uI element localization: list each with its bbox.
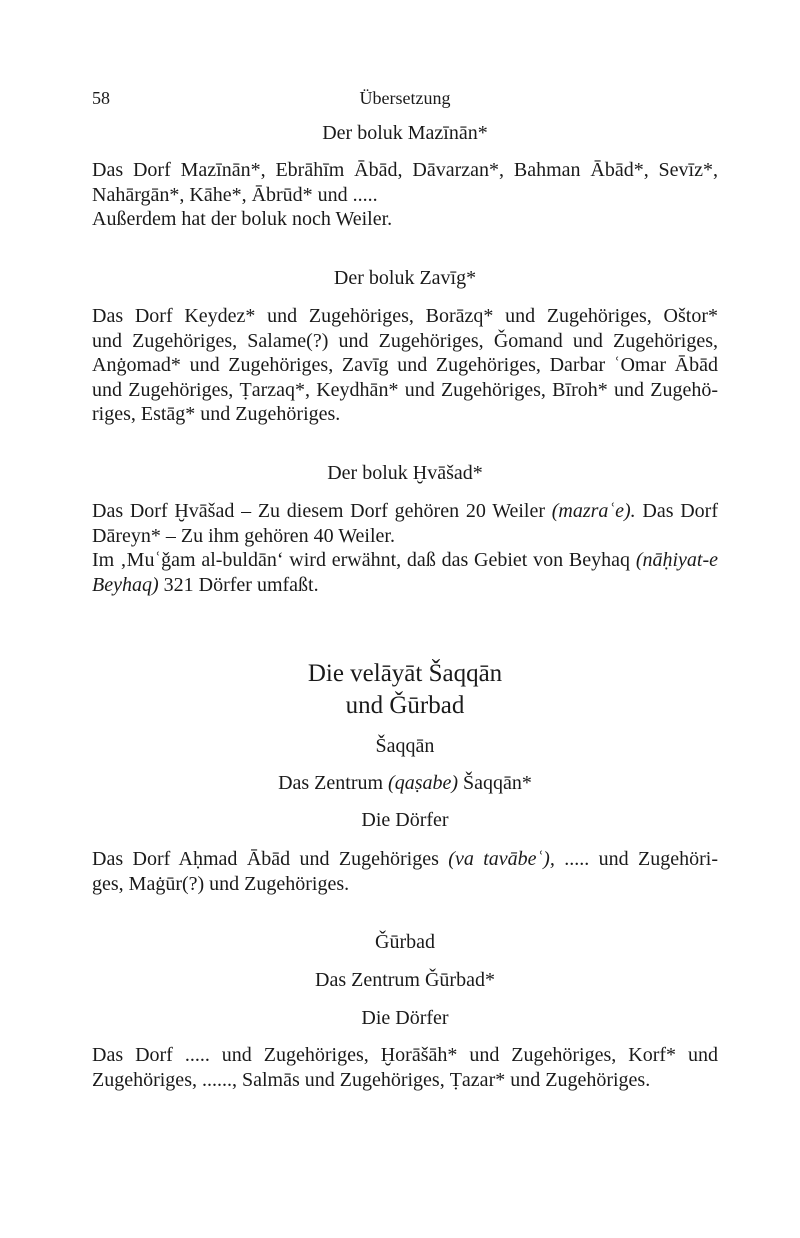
running-head-title: Übersetzung bbox=[359, 88, 451, 108]
text-line bbox=[92, 573, 718, 598]
text-line: Anġomad* und Zugehöriges, Zavīg und Zugehöriges, Darbar ʿOmar Ābād bbox=[92, 354, 718, 376]
text-line: ges, Maġūr(?) und Zugehöriges. bbox=[92, 872, 350, 895]
text-line bbox=[92, 499, 718, 524]
text-line bbox=[92, 847, 718, 872]
chapter-title bbox=[92, 658, 718, 722]
page-number: 58 bbox=[92, 88, 110, 108]
paragraph-gurbad bbox=[92, 1043, 718, 1092]
text-run: ..... und Zugehöri- bbox=[554, 848, 718, 870]
gurbad-villages-heading: Die Dörfer bbox=[361, 1007, 449, 1029]
text-run: 321 Dörfer umfaßt. bbox=[158, 573, 319, 596]
text-line: Zugehöriges, ......, Salmās und Zugehöriges, Ṭazar* und Zugehöriges. bbox=[92, 1068, 651, 1091]
section-heading-hvasad: Der boluk Ḫvāšad* bbox=[327, 462, 483, 484]
italic-term: (va tavābeʿ), bbox=[448, 848, 555, 870]
text-run: Das Zentrum bbox=[278, 772, 389, 794]
text-line: Das Dorf Mazīnān*, Ebrāhīm Ābād, Dāvarzan*, Bahman Ābād*, Sevīz*, bbox=[92, 159, 718, 181]
text-line: Außerdem hat der boluk noch Weiler. bbox=[92, 208, 393, 230]
chapter-title-line: und Ǧūrbad bbox=[345, 692, 465, 719]
text-run: Das Dorf Ḫvāšad – Zu diesem Dorf gehören 20 Weiler bbox=[92, 500, 552, 522]
text-line: Dāreyn* – Zu ihm gehören 40 Weiler. bbox=[92, 524, 395, 547]
text-line: und Zugehöriges, Salame(?) und Zugehöriges, Ǧomand und Zugehöriges, bbox=[92, 329, 718, 352]
text-line: und Zugehöriges, Ṭarzaq*, Keydhān* und Zugehöriges, Bīroh* und Zugehö- bbox=[92, 378, 718, 401]
running-head bbox=[92, 88, 718, 112]
text-line bbox=[92, 548, 718, 573]
section-heading-mazinan: Der boluk Mazīnān* bbox=[322, 122, 488, 144]
paragraph-zavig bbox=[92, 304, 718, 427]
text-line: Nahārgān*, Kāhe*, Ābrūd* und ..... bbox=[92, 183, 378, 206]
italic-term: Beyhaq) bbox=[92, 573, 159, 596]
saqqan-center-line bbox=[92, 772, 718, 795]
italic-term: (nāḥiyat-e bbox=[635, 549, 718, 571]
text-line: Das Dorf ..... und Zugehöriges, Ḫorāšāh* und Zugehöriges, Korf* und bbox=[92, 1044, 718, 1066]
chapter-title-line: Die velāyāt Šaqqān bbox=[307, 660, 503, 687]
gurbad-center-line: Das Zentrum Ǧūrbad* bbox=[315, 969, 495, 991]
section-heading-gurbad: Ǧūrbad bbox=[375, 931, 435, 953]
italic-term: (mazraʿe). bbox=[551, 500, 636, 522]
text-run: Das Dorf Aḥmad Ābād und Zugehöriges bbox=[92, 848, 449, 870]
saqqan-villages-heading: Die Dörfer bbox=[361, 809, 449, 831]
section-heading-saqqan: Šaqqān bbox=[375, 735, 435, 757]
text-run: Das Dorf bbox=[635, 500, 718, 522]
text-line: riges, Estāg* und Zugehöriges. bbox=[92, 403, 341, 425]
paragraph-mazinan bbox=[92, 158, 718, 232]
section-heading-zavig: Der boluk Zavīg* bbox=[333, 267, 477, 289]
text-line: Das Dorf Keydez* und Zugehöriges, Borāzq* und Zugehöriges, Oštor* bbox=[92, 305, 718, 327]
paragraph-saqqan bbox=[92, 847, 718, 896]
text-run: Šaqqān* bbox=[458, 772, 532, 794]
paragraph-hvasad bbox=[92, 499, 718, 597]
italic-term: (qaṣabe) bbox=[388, 772, 459, 794]
text-run: Im ‚Muʿǧam al-buldān‘ wird erwähnt, daß das Gebiet von Beyhaq bbox=[92, 549, 636, 571]
